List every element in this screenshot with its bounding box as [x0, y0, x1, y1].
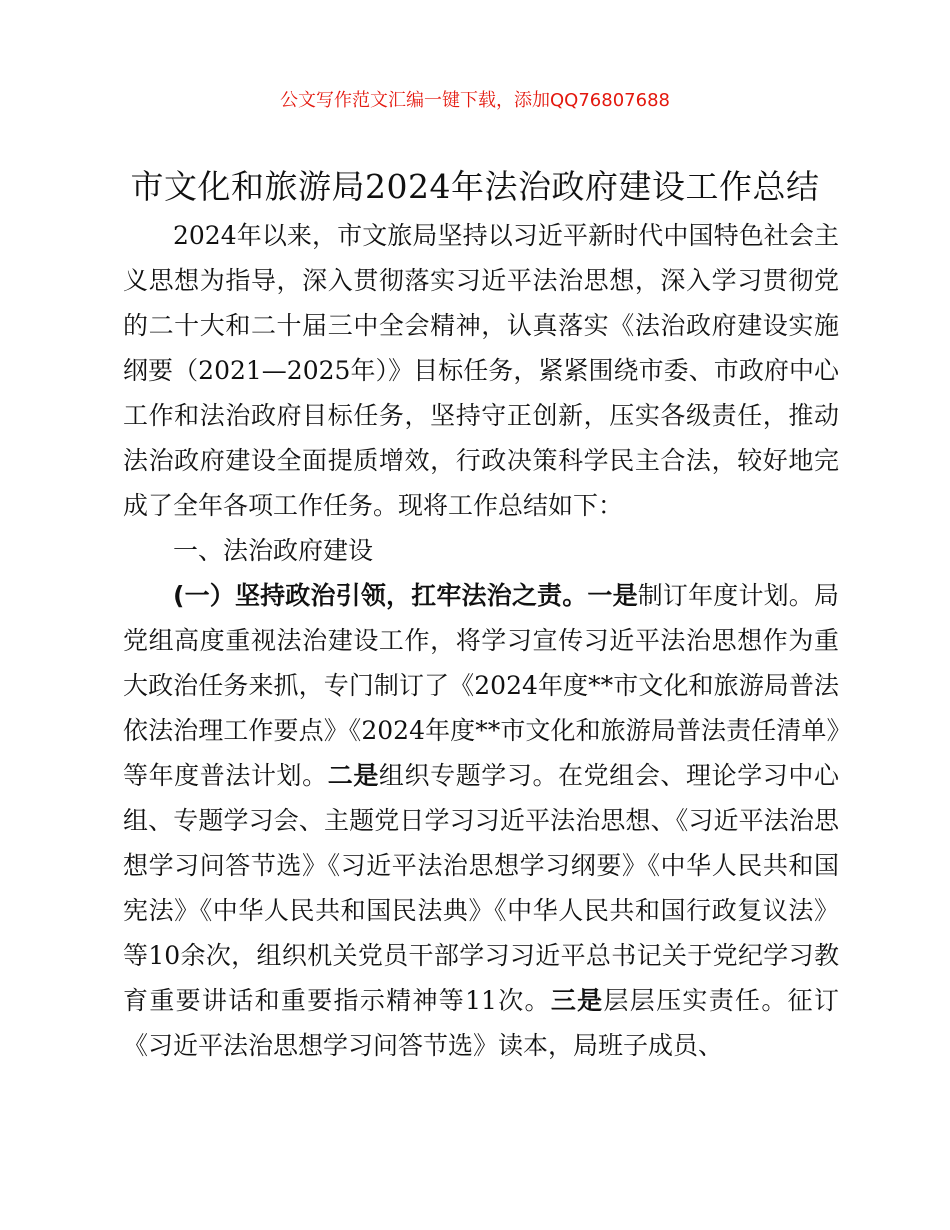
section-heading: 一、法治政府建设	[173, 536, 374, 565]
subsection-lead: (一）坚持政治引领，扛牢法治之责。	[173, 581, 588, 610]
intro-paragraph: 2024年以来，市文旅局坚持以习近平新时代中国特色社会主义思想为指导，深入贯彻落实习近平法治思想，深入学习贯彻党的二十大和二十届三中全会精神，认真落实《法治政府建设实施纲要（2021—2025年）》目标任务，紧紧围绕市委、市政府中心工作和法治政府目标任务，坚持守正创新，压实各级责任，推动法治政府建设全面提质增效，行政决策科学民主合法，较好地完成了全年各项工作任务。现将工作总结如下：	[123, 221, 839, 520]
point-text: 层层压实责任。征订《习近平法治思想学习问答节选》读本，局班子成员、	[123, 986, 839, 1060]
download-banner[interactable]: 公文写作范文汇编一键下载，添加QQ76807688	[280, 90, 670, 111]
page-title: 市文化和旅游局2024年法治政府建设工作总结	[130, 167, 820, 206]
point-text: 组织专题学习。在党组会、理论学习中心组、专题学习会、主题党日学习习近平法治思想、《习近平法治思想学习问答节选》《习近平法治思想学习纲要》《中华人民共和国宪法》《中华人民共和国民法典》《中华人民共和国行政复议法》等10余次，组织机关党员干部学习习近平总书记关于党纪学习教育重要讲话和重要指示精神等11次。	[123, 761, 839, 1015]
point-marker: 二是	[327, 761, 379, 790]
point-marker: 一是	[587, 581, 638, 610]
section-paragraph	[123, 573, 839, 1068]
point-text: 制订年度计划。局党组高度重视法治建设工作，将学习宣传习近平法治思想作为重大政治任务来抓，专门制订了《2024年度**市文化和旅游局普法依法治理工作要点》《2024年度**市文化和旅游局普法责任清单》等年度普法计划。	[123, 581, 839, 790]
point-marker: 三是	[550, 986, 604, 1015]
document-body	[123, 213, 839, 1068]
